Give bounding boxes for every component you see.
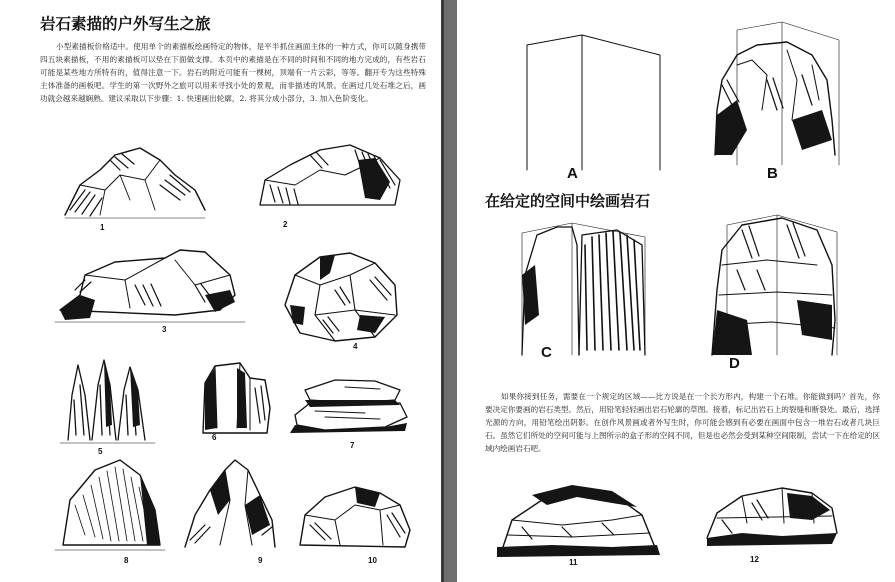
figure-number-3: 3 bbox=[162, 325, 167, 334]
panel-a-box bbox=[522, 30, 662, 175]
rock-sketch-3 bbox=[55, 240, 245, 325]
figure-number-6: 6 bbox=[212, 433, 217, 442]
figure-number-5: 5 bbox=[98, 447, 103, 456]
figure-number-12: 12 bbox=[750, 555, 759, 564]
rock-sketch-1 bbox=[60, 140, 210, 225]
panel-c-rock bbox=[517, 215, 652, 360]
panel-letter-c: C bbox=[541, 344, 552, 361]
panel-letter-d: D bbox=[729, 355, 740, 372]
rock-sketch-8 bbox=[55, 455, 165, 555]
rock-sketch-5 bbox=[60, 355, 160, 445]
panel-letter-b: B bbox=[767, 165, 778, 182]
rock-sketch-2 bbox=[250, 140, 405, 220]
panel-d-rock bbox=[707, 210, 842, 360]
figure-number-1: 1 bbox=[100, 223, 105, 232]
figure-number-4: 4 bbox=[353, 342, 358, 351]
figure-number-8: 8 bbox=[124, 556, 129, 565]
section-heading: 在给定的空间中绘画岩石 bbox=[485, 192, 651, 210]
rock-sketch-6 bbox=[195, 358, 275, 438]
right-page bbox=[457, 0, 895, 582]
page-gutter bbox=[441, 0, 444, 582]
figure-number-2: 2 bbox=[283, 220, 288, 229]
rock-sketch-10 bbox=[295, 475, 415, 555]
figure-number-9: 9 bbox=[258, 556, 263, 565]
rock-sketch-7 bbox=[285, 375, 410, 440]
figure-number-10: 10 bbox=[368, 556, 377, 565]
body-paragraph: 如果你接到任务，需要在一个规定的区域——比方说是在一个长方形内，构建一个石堆。你能做到吗？首先，你要决定你要画的岩石类型。然后，用铅笔轻轻画出岩石轮廓的草图。接着，标记出岩石上的裂缝和断裂处。最后，选择光源的方向，用铅笔绘出阴影。在创作风景画或者外写生时，你可能会感到有必要在画面中包含一堆岩石或者几块巨石。虽然它们所处的空间可能与上图所示的盒子形的空间不同，但是也必然会受到某种空间限制，尝试一下在给定的区域内绘画岩石吧。 bbox=[485, 392, 880, 453]
rock-sketch-12 bbox=[702, 478, 842, 553]
rock-sketch-11 bbox=[492, 475, 662, 560]
panel-letter-a: A bbox=[567, 165, 578, 182]
figure-number-7: 7 bbox=[350, 441, 355, 450]
page-title: 岩石素描的户外写生之旅 bbox=[40, 15, 211, 33]
rock-sketch-9 bbox=[180, 455, 280, 555]
panel-b-rock bbox=[707, 20, 847, 170]
rock-sketch-4 bbox=[275, 245, 405, 345]
left-page bbox=[0, 0, 441, 582]
intro-paragraph: 小型素描板价格适中。使用单个的素描板绘画特定的物体，是平半抓住画面主体的一种方式，你可以随身携带四五块素描板，不用的素描板可以垫在下面做支撑。本页中的素描是在不同的时间和不同的地方完成的，有些岩石可能是某些地方所特有的，值得注意一下。岩石的附近可能有一棵树，顶端有一片云彩，等等。翻开专为这些特殊主体准备的画板吧。学生的第一次野外之旅可以用来寻找小处的景观，而非描述的风景。在画过几处石堆之后，画功就会越来越娴熟。建议采取以下步骤：1. 快速画出轮廓，2. 将其分成小部分，3. 加入色阶变化。 bbox=[40, 42, 426, 103]
figure-number-11: 11 bbox=[569, 558, 578, 567]
